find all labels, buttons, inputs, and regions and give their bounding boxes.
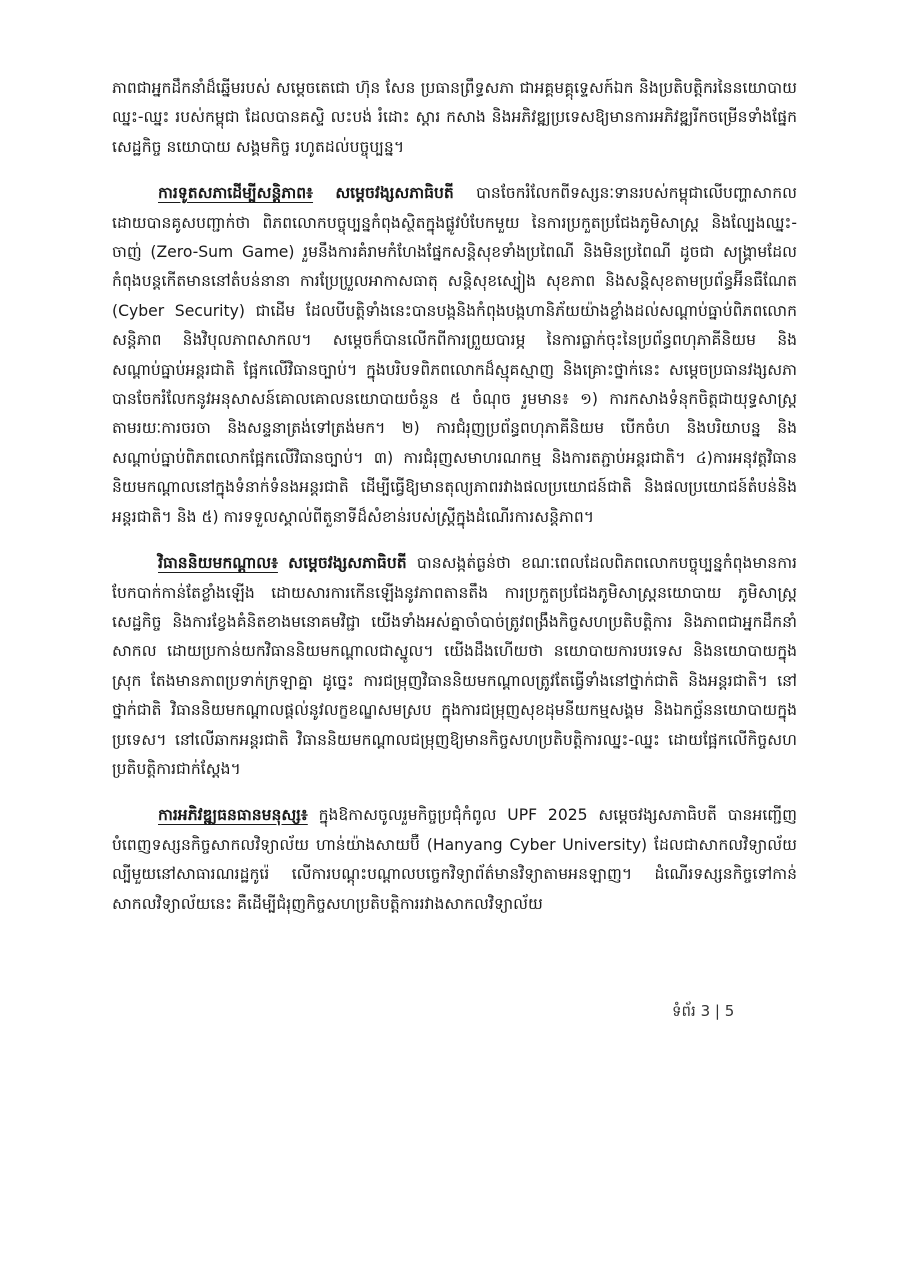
section-heading: វិធាននិយមកណ្តាល៖ xyxy=(158,554,278,573)
speaker-title: សម្តេចវង្សសភាធិបតី xyxy=(335,184,454,203)
section-heading: ការទូតសភាដើម្បីសន្តិភាព៖ xyxy=(158,184,314,203)
page-number: ទំព័រ 3 | 5 xyxy=(672,1002,735,1020)
document-body xyxy=(112,74,797,919)
paragraph-text: បានសង្កត់ធ្ងន់ថា ខណៈពេលដែលពិភពលោកបច្ចុប្បន្នកំពុងមានការបែកបាក់កាន់តែខ្លាំងឡើង ដោយសារការកើនឡើងនូវភាពតានតឹង ការប្រកួតប្រជែងភូមិសាស្ត្រនយោបាយ ភូមិសាស្ត្រសេដ្ឋកិច្ច និងការខ្វែងគំនិតខាងមនោគមវិជ្ជា យើងទាំងអស់គ្នាចាំបាច់ត្រូវពង្រឹងកិច្ចសហប្រតិបត្តិការ និងភាពជាអ្នកដឹកនាំសាកល ដោយប្រកាន់យកវិធាននិយមកណ្តាលជាស្នូល។ យើងដឹងហើយថា នយោបាយការបរទេស និងនយោបាយក្នុងស្រុក តែងមានភាពប្រទាក់ក្រឡាគ្នា ដូច្នេះ ការជម្រុញវិធាននិយមកណ្តាលត្រូវតែធ្វើទាំងនៅថ្នាក់ជាតិ និងអន្តរជាតិ។ នៅថ្នាក់ជាតិ វិធាននិយមកណ្តាលផ្តល់នូវលក្ខខណ្ឌសមស្រប ក្នុងការជម្រុញសុខដុមនីយកម្មសង្គម និងឯកច្ឆ័ននយោបាយក្នុងប្រទេស។ នៅលើឆាកអន្តរជាតិ វិធាននិយមកណ្តាលជម្រុញឱ្យមានកិច្ចសហប្រតិបត្តិការឈ្នះ-ឈ្នះ ដោយផ្អែកលើកិច្ចសហប្រតិបត្តិការជាក់ស្តែង។ xyxy=(112,554,797,778)
paragraph-text: ក្នុងឱកាសចូលរួមកិច្ចប្រជុំកំពូល UPF 2025 សម្តេចវង្សសភាធិបតី បានអញ្ជើញបំពេញទស្សនកិច្ចសាកលវិទ្យាល័យ ហាន់យ៉ាងសាយប៊ឺ (Hanyang Cyber University) ដែលជាសាកលវិទ្យាល័យល្បីមួយនៅសាធារណរដ្ឋកូរ៉េ លើការបណ្តុះបណ្តាលបច្ចេកវិទ្យាព័ត៌មានវិទ្យាតាមអនឡាញ។ ដំណើរទស្សនកិច្ចទៅកាន់សាកលវិទ្យាល័យនេះ គឺដើម្បីជំរុញកិច្ចសហប្រតិបត្តិការរវាងសាកលវិទ្យាល័យ xyxy=(112,806,797,913)
paragraph-human-resources xyxy=(112,801,797,919)
speaker-title: សម្តេចវង្សសភាធិបតី xyxy=(288,554,407,573)
paragraph-centrism xyxy=(112,549,797,784)
paragraph-text: បានចែករំលែកពីទស្សនៈទានរបស់កម្ពុជាលើបញ្ហាសាកល ដោយបានគូសបញ្ជាក់ថា ពិភពលោកបច្ចុប្បន្នកំពុងស្ថិតក្នុងផ្លូវបំបែកមួយ នៃការប្រកួតប្រជែងភូមិសាស្រ្ត និងល្បែងឈ្នះ-ចាញ់ (Zero-Sum Game) រួមនឹងការគំរាមកំហែងផ្នែកសន្តិសុខទាំងប្រពៃណី និងមិនប្រពៃណី ដូចជា សង្គ្រាមដែលកំពុងបន្តកើតមាននៅតំបន់នានា ការប្រែប្រួលអាកាសធាតុ សន្តិសុខស្បៀង សុខភាព និងសន្តិសុខតាមប្រព័ន្ធអ៊ីនធឺណែត (Cyber Security) ជាដើម ដែលបីបត្តិទាំងនេះបានបង្កនិងកំពុងបង្កហានិភ័យយ៉ាងខ្លាំងដល់សណ្តាប់ធ្នាប់ពិភពលោក សន្តិភាព និងវិបុលភាពសាកល។ សម្តេចក៏បានលើកពីការព្រួយបារម្ភ នៃការធ្លាក់ចុះនៃប្រព័ន្ធពហុភាគីនិយម និងសណ្តាប់ធ្នាប់អន្តរជាតិ ផ្អែកលើវិធានច្បាប់។ ក្នុងបរិបទពិភពលោកដ៏ស្មុគស្មាញ និងគ្រោះថ្នាក់នេះ សម្តេចប្រធានវង្សសភា បានចែករំលែកនូវអនុសាសន៍គោលគោលនយោបាយចំនួន ៥ ចំណុច រួមមាន៖ ១) ការកសាងទំនុកចិត្តជាយុទ្ធសាស្ត្រ តាមរយៈការចរចា និងសន្ទនាត្រង់ទៅត្រង់មក។ ២) ការជំរុញប្រព័ន្ធពហុភាគីនិយម បើកចំហ និងបរិយាបន្ន និងសណ្តាប់ធ្នាប់ពិភពលោកផ្អែកលើវិធានច្បាប់។ ៣) ការជំរុញសមាហរណកម្ម និងការតភ្ជាប់អន្តរជាតិ។ ៤)ការអនុវត្តវិធាននិយមកណ្តាលនៅក្នុងទំនាក់ទំនងអន្តរជាតិ ដើម្បីធ្វើឱ្យមានតុល្យភាពរវាងផលប្រយោជន៍ជាតិ និងផលប្រយោជន៍តំបន់និងអន្តរជាតិ។ និង ៥) ការទទួលស្គាល់ពីតួនាទីដ៏សំខាន់របស់ស្ត្រីក្នុងដំណើរការសន្តិភាព។ xyxy=(112,184,797,526)
paragraph-intro xyxy=(112,74,797,162)
section-heading: ការអភិវឌ្ឍធនធានមនុស្ស៖ xyxy=(158,806,308,825)
paragraph-text: ភាពជាអ្នកដឹកនាំដ៏ឆ្នើមរបស់ សម្តេចតេជោ ហ៊ុន សែន ប្រធានព្រឹទ្ធសភា ជាអគ្គមគ្គុទ្ទេសក៍ឯក និងប្រតិបត្តិករនៃនយោបាយឈ្នះ-ឈ្នះ របស់កម្ពុជា ដែលបានគស្ទិ លះបង់ រំដោះ ស្តារ កសាង និងអភិវឌ្ឍប្រទេសឱ្យមានការអភិវឌ្ឍរីកចម្រើនទាំងផ្នែកសេដ្ឋកិច្ច នយោបាយ សង្គមកិច្ច រហូតដល់បច្ចុប្បន្ន។ xyxy=(112,79,797,156)
paragraph-parliamentary-diplomacy xyxy=(112,179,797,532)
